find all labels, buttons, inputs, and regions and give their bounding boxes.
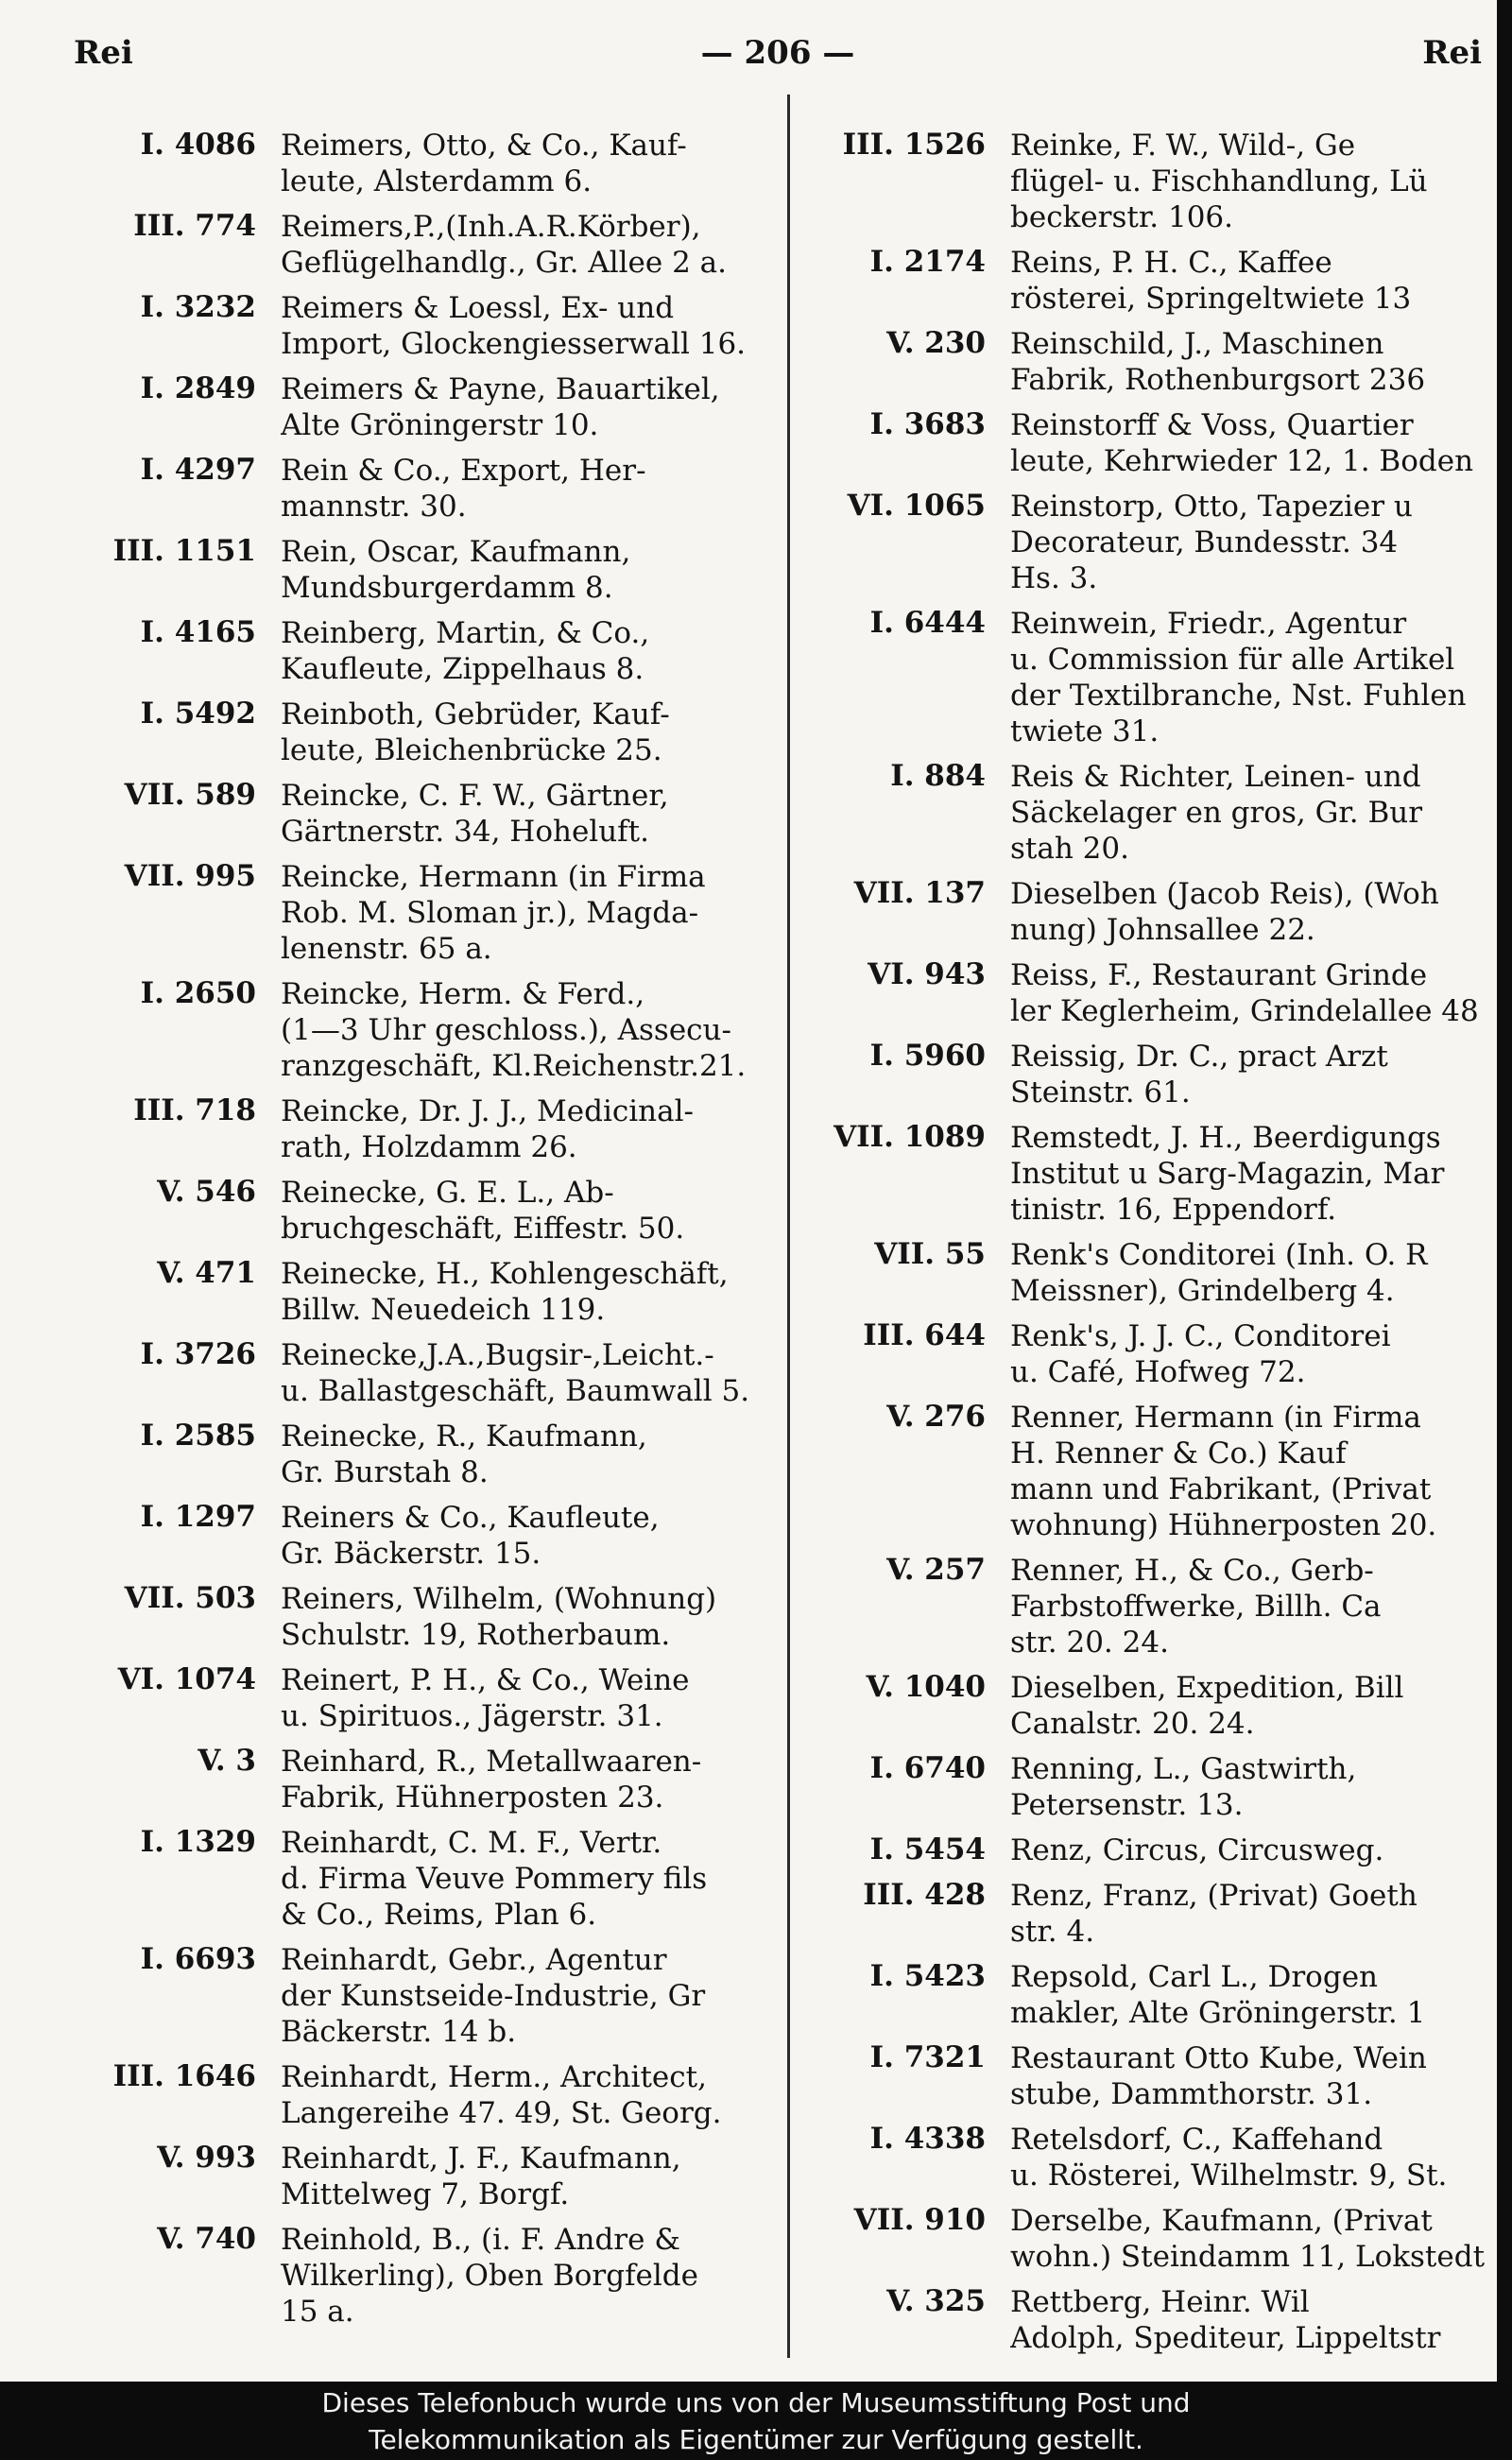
phone-number: V. 471 [157, 1256, 256, 1290]
phone-number: I. 2174 [869, 245, 986, 279]
entry-line: Reinhard, R., Metallwaaren- [281, 1745, 702, 1779]
entry-text [281, 1093, 805, 1165]
entry-line: Fabrik, Hühnerposten 23. [281, 1780, 664, 1815]
right-column [809, 128, 1489, 2365]
entry-line: Gärtnerstr. 34, Hoheluft. [281, 815, 649, 849]
directory-entry [809, 1832, 1489, 1868]
phone-number: VI. 943 [868, 957, 986, 991]
entry-line: Import, Glockengiesserwall 16. [281, 327, 747, 361]
entry-text [1010, 1878, 1489, 1950]
entry-line: Reins, P. H. C., Kaffee [1010, 246, 1332, 280]
entry-line: Renk's, J. J. C., Conditorei [1010, 1319, 1391, 1353]
entry-text [281, 2059, 805, 2131]
directory-entry [68, 1662, 805, 1734]
entry-text [281, 2141, 805, 2212]
directory-entry [68, 128, 805, 199]
entry-line: stube, Dammthorstr. 31. [1010, 2077, 1373, 2111]
entry-line: Rein & Co., Export, Her- [281, 454, 646, 488]
entry-text [281, 371, 805, 443]
phone-number: I. 6444 [869, 606, 986, 640]
entry-text [1010, 1553, 1489, 1660]
phone-number: III. 1151 [112, 534, 256, 568]
entry-text [1010, 606, 1489, 749]
entry-line: leute, Bleichenbrücke 25. [281, 733, 662, 767]
entry-text [1010, 759, 1489, 867]
directory-entry [809, 759, 1489, 867]
directory-entry [809, 1237, 1489, 1309]
entry-line: rösterei, Springeltwiete 13 [1010, 282, 1412, 316]
directory-entry [68, 1419, 805, 1490]
entry-line: Rob. M. Sloman jr.), Magda- [281, 896, 699, 930]
entry-line: der Kunstseide-Industrie, Gr [281, 1979, 706, 2013]
entry-line: Farbstoffwerke, Billh. Ca [1010, 1590, 1382, 1624]
entry-line: Alte Gröningerstr 10. [281, 408, 599, 442]
entry-text [281, 1500, 805, 1572]
entry-line: Reinwein, Friedr., Agentur [1010, 607, 1407, 641]
directory-entry [68, 2141, 805, 2212]
entry-line: 15 a. [281, 2295, 354, 2329]
entry-line: mannstr. 30. [281, 490, 467, 524]
directory-entry [809, 245, 1489, 317]
entry-text [1010, 876, 1489, 948]
entry-line: Meissner), Grindelberg 4. [1010, 1274, 1395, 1308]
directory-entry [809, 2203, 1489, 2275]
header-left-keyword: Rei [74, 34, 133, 72]
entry-text [1010, 957, 1489, 1029]
entry-text [281, 453, 805, 525]
entry-line: Steinstr. 61. [1010, 1075, 1191, 1110]
entry-line: Renz, Franz, (Privat) Goeth [1010, 1879, 1418, 1913]
entry-line: str. 20. 24. [1010, 1626, 1169, 1660]
entry-line: flügel- u. Fischhandlung, Lü [1010, 164, 1428, 198]
entry-line: Retelsdorf, C., Kaffehand [1010, 2123, 1383, 2157]
entry-text [281, 615, 805, 687]
entry-line: u. Commission für alle Artikel [1010, 643, 1455, 677]
phone-number: V. 546 [157, 1175, 256, 1209]
entry-text [1010, 2203, 1489, 2275]
entry-line: Kaufleute, Zippelhaus 8. [281, 652, 644, 686]
directory-entry [809, 128, 1489, 235]
entry-line: der Textilbranche, Nst. Fuhlen [1010, 679, 1467, 713]
entry-text [281, 534, 805, 606]
entry-line: leute, Kehrwieder 12, 1. Boden [1010, 444, 1474, 478]
entry-text [1010, 1670, 1489, 1742]
entry-line: Reimers & Loessl, Ex- und [281, 291, 675, 325]
directory-entry [809, 489, 1489, 596]
entry-text [1010, 1120, 1489, 1228]
entry-line: Canalstr. 20. 24. [1010, 1707, 1255, 1741]
directory-entry [809, 876, 1489, 948]
phone-number: I. 5423 [869, 1959, 986, 1993]
entry-line: ranzgeschäft, Kl.Reichenstr.21. [281, 1049, 747, 1083]
phone-number: I. 5960 [869, 1039, 986, 1073]
phone-number: V. 3 [198, 1744, 256, 1778]
entry-line: Reinhold, B., (i. F. Andre & [281, 2223, 680, 2257]
directory-entry [68, 615, 805, 687]
phone-number: I. 7321 [869, 2040, 986, 2074]
entry-line: Rettberg, Heinr. Wil [1010, 2285, 1310, 2319]
phone-number: I. 884 [890, 759, 986, 793]
entry-line: Renz, Circus, Circusweg. [1010, 1833, 1384, 1867]
entry-line: Reinecke, R., Kaufmann, [281, 1419, 647, 1454]
phone-number: I. 3726 [140, 1337, 256, 1371]
directory-entry [809, 1553, 1489, 1660]
entry-line: Reimers & Payne, Bauartikel, [281, 372, 720, 406]
entry-line: Reinhardt, Gebr., Agentur [281, 1943, 667, 1977]
directory-entry [809, 1318, 1489, 1390]
directory-entry [68, 1175, 805, 1247]
phone-number: VI. 1074 [117, 1662, 256, 1696]
directory-entry [809, 1878, 1489, 1950]
phone-number: V. 740 [157, 2222, 256, 2256]
entry-line: Reinert, P. H., & Co., Weine [281, 1663, 690, 1697]
directory-entry [68, 976, 805, 1084]
directory-entry [68, 534, 805, 606]
phone-number: I. 2650 [140, 976, 256, 1010]
directory-entry [68, 1337, 805, 1409]
entry-text [281, 778, 805, 850]
phone-number: I. 6740 [869, 1751, 986, 1785]
entry-line: leute, Alsterdamm 6. [281, 164, 593, 198]
entry-line: Hs. 3. [1010, 561, 1098, 595]
entry-text [1010, 1039, 1489, 1110]
phone-number: I. 5454 [869, 1832, 986, 1867]
phone-number: VI. 1065 [847, 489, 986, 523]
entry-text [281, 1256, 805, 1328]
entry-line: Decorateur, Bundesstr. 34 [1010, 525, 1399, 559]
page-header [74, 34, 1482, 91]
directory-entry [809, 1400, 1489, 1543]
entry-text [281, 1825, 805, 1933]
entry-text [281, 1942, 805, 2050]
directory-entry [68, 2059, 805, 2131]
entry-line: Mittelweg 7, Borgf. [281, 2177, 570, 2211]
entry-line: makler, Alte Gröningerstr. 1 [1010, 1996, 1426, 2030]
entry-line: Renner, H., & Co., Gerb- [1010, 1554, 1374, 1588]
entry-text [1010, 128, 1489, 235]
entry-text [281, 2222, 805, 2330]
entry-text [281, 697, 805, 768]
entry-line: wohn.) Steindamm 11, Lokstedt [1010, 2240, 1486, 2274]
entry-line: Reinecke, G. E. L., Ab- [281, 1176, 614, 1210]
left-column [68, 128, 805, 2339]
directory-entry [809, 407, 1489, 479]
phone-number: VII. 503 [124, 1581, 256, 1615]
phone-number: V. 1040 [866, 1670, 986, 1704]
entry-line: Repsold, Carl L., Drogen [1010, 1960, 1378, 1994]
entry-line: Reinboth, Gebrüder, Kauf- [281, 697, 670, 731]
entry-line: u. Rösterei, Wilhelmstr. 9, St. [1010, 2159, 1448, 2193]
entry-text [1010, 1751, 1489, 1823]
directory-entry [809, 1959, 1489, 2031]
directory-entry [68, 1744, 805, 1815]
entry-line: Bäckerstr. 14 b. [281, 2015, 517, 2049]
entry-line: Gr. Burstah 8. [281, 1455, 489, 1489]
entry-line: u. Ballastgeschäft, Baumwall 5. [281, 1374, 750, 1408]
phone-number: III. 1526 [842, 128, 986, 162]
phone-number: VII. 995 [124, 859, 256, 893]
phone-number: V. 993 [157, 2141, 256, 2175]
entry-text [1010, 1318, 1489, 1390]
directory-entry [68, 1942, 805, 2050]
directory-entry [68, 371, 805, 443]
entry-text [1010, 326, 1489, 398]
entry-line: Reinhardt, J. F., Kaufmann, [281, 2142, 681, 2176]
directory-entry [68, 697, 805, 768]
entry-line: Reincke, Hermann (in Firma [281, 860, 706, 894]
directory-entry [809, 1751, 1489, 1823]
phone-number: III. 1646 [112, 2059, 256, 2093]
entry-line: H. Renner & Co.) Kauf [1010, 1436, 1347, 1471]
entry-line: nung) Johnsallee 22. [1010, 913, 1315, 947]
entry-text [1010, 1400, 1489, 1543]
entry-text [281, 1662, 805, 1734]
phone-number: VII. 137 [853, 876, 986, 910]
directory-entry [68, 859, 805, 967]
entry-line: str. 4. [1010, 1915, 1095, 1949]
entry-line: mann und Fabrikant, (Privat [1010, 1472, 1432, 1506]
directory-entry [68, 1500, 805, 1572]
directory-entry [68, 1093, 805, 1165]
entry-line: Säckelager en gros, Gr. Bur [1010, 796, 1423, 830]
entry-line: u. Café, Hofweg 72. [1010, 1355, 1306, 1389]
entry-line: Derselbe, Kaufmann, (Privat [1010, 2204, 1433, 2238]
phone-number: I. 1329 [140, 1825, 256, 1859]
entry-line: Gr. Bäckerstr. 15. [281, 1537, 541, 1571]
entry-line: Reincke, Herm. & Ferd., [281, 977, 645, 1011]
entry-line: Dieselben (Jacob Reis), (Woh [1010, 877, 1439, 911]
directory-entry [809, 957, 1489, 1029]
phone-number: V. 230 [886, 326, 986, 360]
entry-text [281, 1419, 805, 1490]
entry-line: lenenstr. 65 a. [281, 932, 492, 966]
entry-line: rath, Holzdamm 26. [281, 1130, 577, 1164]
directory-entry [68, 778, 805, 850]
entry-line: Reincke, C. F. W., Gärtner, [281, 779, 669, 813]
phone-number: I. 4297 [140, 453, 256, 487]
directory-entry [809, 1039, 1489, 1110]
entry-text [1010, 2122, 1489, 2193]
directory-entry [809, 2040, 1489, 2112]
entry-line: wohnung) Hühnerposten 20. [1010, 1508, 1437, 1542]
entry-line: Reinke, F. W., Wild-, Ge [1010, 129, 1356, 163]
directory-entry [809, 1120, 1489, 1228]
footer-line-1: Dieses Telefonbuch wurde uns von der Museumsstiftung Post und [321, 2387, 1191, 2418]
entry-line: Renning, L., Gastwirth, [1010, 1752, 1357, 1786]
entry-text [281, 1337, 805, 1409]
entry-text [1010, 407, 1489, 479]
header-right-keyword: Rei [1422, 34, 1482, 72]
entry-line: Adolph, Spediteur, Lippeltstr [1010, 2321, 1441, 2355]
page-number: — 206 — [700, 34, 855, 72]
phone-number: I. 4165 [140, 615, 256, 649]
phone-number: V. 276 [886, 1400, 986, 1434]
entry-line: Rein, Oscar, Kaufmann, [281, 535, 631, 569]
directory-entry [809, 2284, 1489, 2356]
entry-line: Wilkerling), Oben Borgfelde [281, 2259, 698, 2293]
entry-line: Reissig, Dr. C., pract Arzt [1010, 1040, 1388, 1074]
phone-number: I. 3232 [140, 290, 256, 324]
entry-line: Reinstorff & Voss, Quartier [1010, 408, 1414, 442]
entry-line: Restaurant Otto Kube, Wein [1010, 2041, 1427, 2075]
entry-line: Dieselben, Expedition, Bill [1010, 1671, 1404, 1705]
entry-line: Schulstr. 19, Rotherbaum. [281, 1618, 671, 1652]
entry-line: Reinhardt, C. M. F., Vertr. [281, 1826, 662, 1860]
phone-number: VII. 910 [853, 2203, 986, 2237]
entry-line: Renner, Hermann (in Firma [1010, 1401, 1421, 1435]
entry-line: Langereihe 47. 49, St. Georg. [281, 2096, 722, 2130]
entry-text [1010, 489, 1489, 596]
entry-line: Billw. Neuedeich 119. [281, 1293, 606, 1327]
directory-entry [68, 290, 805, 362]
entry-line: Reinecke, H., Kohlengeschäft, [281, 1257, 729, 1291]
entry-line: beckerstr. 106. [1010, 200, 1234, 234]
phone-number: I. 2585 [140, 1419, 256, 1453]
entry-text [281, 209, 805, 281]
entry-line: Petersenstr. 13. [1010, 1788, 1244, 1822]
phone-number: VII. 589 [124, 778, 256, 812]
phone-number: III. 644 [863, 1318, 986, 1352]
phone-number: I. 4086 [140, 128, 256, 162]
entry-line: Fabrik, Rothenburgsort 236 [1010, 363, 1426, 397]
entry-line: Reiners, Wilhelm, (Wohnung) [281, 1582, 717, 1616]
entry-line: (1—3 Uhr geschloss.), Assecu- [281, 1013, 731, 1047]
entry-text [1010, 1959, 1489, 2031]
entry-text [1010, 1237, 1489, 1309]
phone-number: I. 4338 [869, 2122, 986, 2156]
entry-text [1010, 245, 1489, 317]
entry-line: Reiss, F., Restaurant Grinde [1010, 958, 1428, 992]
entry-line: Reincke, Dr. J. J., Medicinal- [281, 1094, 695, 1128]
entry-text [281, 1581, 805, 1653]
directory-entry [809, 2122, 1489, 2193]
entry-line: Remstedt, J. H., Beerdigungs [1010, 1121, 1441, 1155]
entry-line: Reinhardt, Herm., Architect, [281, 2060, 707, 2094]
directory-entry [68, 209, 805, 281]
phone-number: III. 428 [863, 1878, 986, 1912]
entry-text [281, 976, 805, 1084]
directory-entry [68, 1581, 805, 1653]
phone-number: I. 1297 [140, 1500, 256, 1534]
phone-number: I. 2849 [140, 371, 256, 405]
entry-text [281, 290, 805, 362]
phone-number: I. 6693 [140, 1942, 256, 1976]
entry-line: Reimers,P.,(Inh.A.R.Körber), [281, 210, 701, 244]
entry-line: ler Keglerheim, Grindelallee 48 [1010, 994, 1479, 1028]
entry-line: bruchgeschäft, Eiffestr. 50. [281, 1212, 685, 1246]
phone-number: VII. 1089 [833, 1120, 986, 1154]
directory-entry [809, 1670, 1489, 1742]
entry-text [281, 128, 805, 199]
entry-line: u. Spirituos., Jägerstr. 31. [281, 1699, 663, 1733]
entry-text [281, 859, 805, 967]
entry-line: twiete 31. [1010, 714, 1160, 748]
phone-number: I. 5492 [140, 697, 256, 731]
entry-line: Geflügelhandlg., Gr. Allee 2 a. [281, 246, 727, 280]
scan-edge [1497, 0, 1512, 2382]
entry-line: Reimers, Otto, & Co., Kauf- [281, 129, 687, 163]
directory-entry [68, 2222, 805, 2330]
phone-number: III. 774 [133, 209, 256, 243]
phone-number: V. 257 [886, 1553, 986, 1587]
phone-number: VII. 55 [874, 1237, 986, 1271]
entry-line: Reinschild, J., Maschinen [1010, 327, 1384, 361]
entry-line: Institut u Sarg-Magazin, Mar [1010, 1157, 1445, 1191]
entry-line: Mundsburgerdamm 8. [281, 571, 613, 605]
directory-entry [809, 606, 1489, 749]
entry-line: Reinstorp, Otto, Tapezier u [1010, 490, 1413, 524]
phone-number: V. 325 [886, 2284, 986, 2318]
directory-entry [809, 326, 1489, 398]
phone-number: III. 718 [133, 1093, 256, 1127]
entry-text [281, 1175, 805, 1247]
entry-text [1010, 2284, 1489, 2356]
entry-line: & Co., Reims, Plan 6. [281, 1898, 597, 1932]
entry-text [281, 1744, 805, 1815]
entry-line: d. Firma Veuve Pommery fils [281, 1862, 708, 1896]
entry-line: Renk's Conditorei (Inh. O. R [1010, 1238, 1428, 1272]
footer-notice [0, 2382, 1512, 2460]
phone-number: I. 3683 [869, 407, 986, 441]
entry-line: Reiners & Co., Kaufleute, [281, 1501, 660, 1535]
directory-entry [68, 1825, 805, 1933]
footer-line-2: Telekommunikation als Eigentümer zur Verfügung gestellt. [369, 2424, 1143, 2455]
entry-line: Reis & Richter, Leinen- und [1010, 760, 1421, 794]
entry-line: Reinberg, Martin, & Co., [281, 616, 650, 650]
directory-entry [68, 1256, 805, 1328]
entry-text [1010, 2040, 1489, 2112]
entry-text [1010, 1832, 1489, 1868]
entry-line: Reinecke,J.A.,Bugsir-,Leicht.- [281, 1338, 714, 1372]
entry-line: stah 20. [1010, 832, 1129, 866]
entry-line: tinistr. 16, Eppendorf. [1010, 1193, 1337, 1227]
directory-entry [68, 453, 805, 525]
